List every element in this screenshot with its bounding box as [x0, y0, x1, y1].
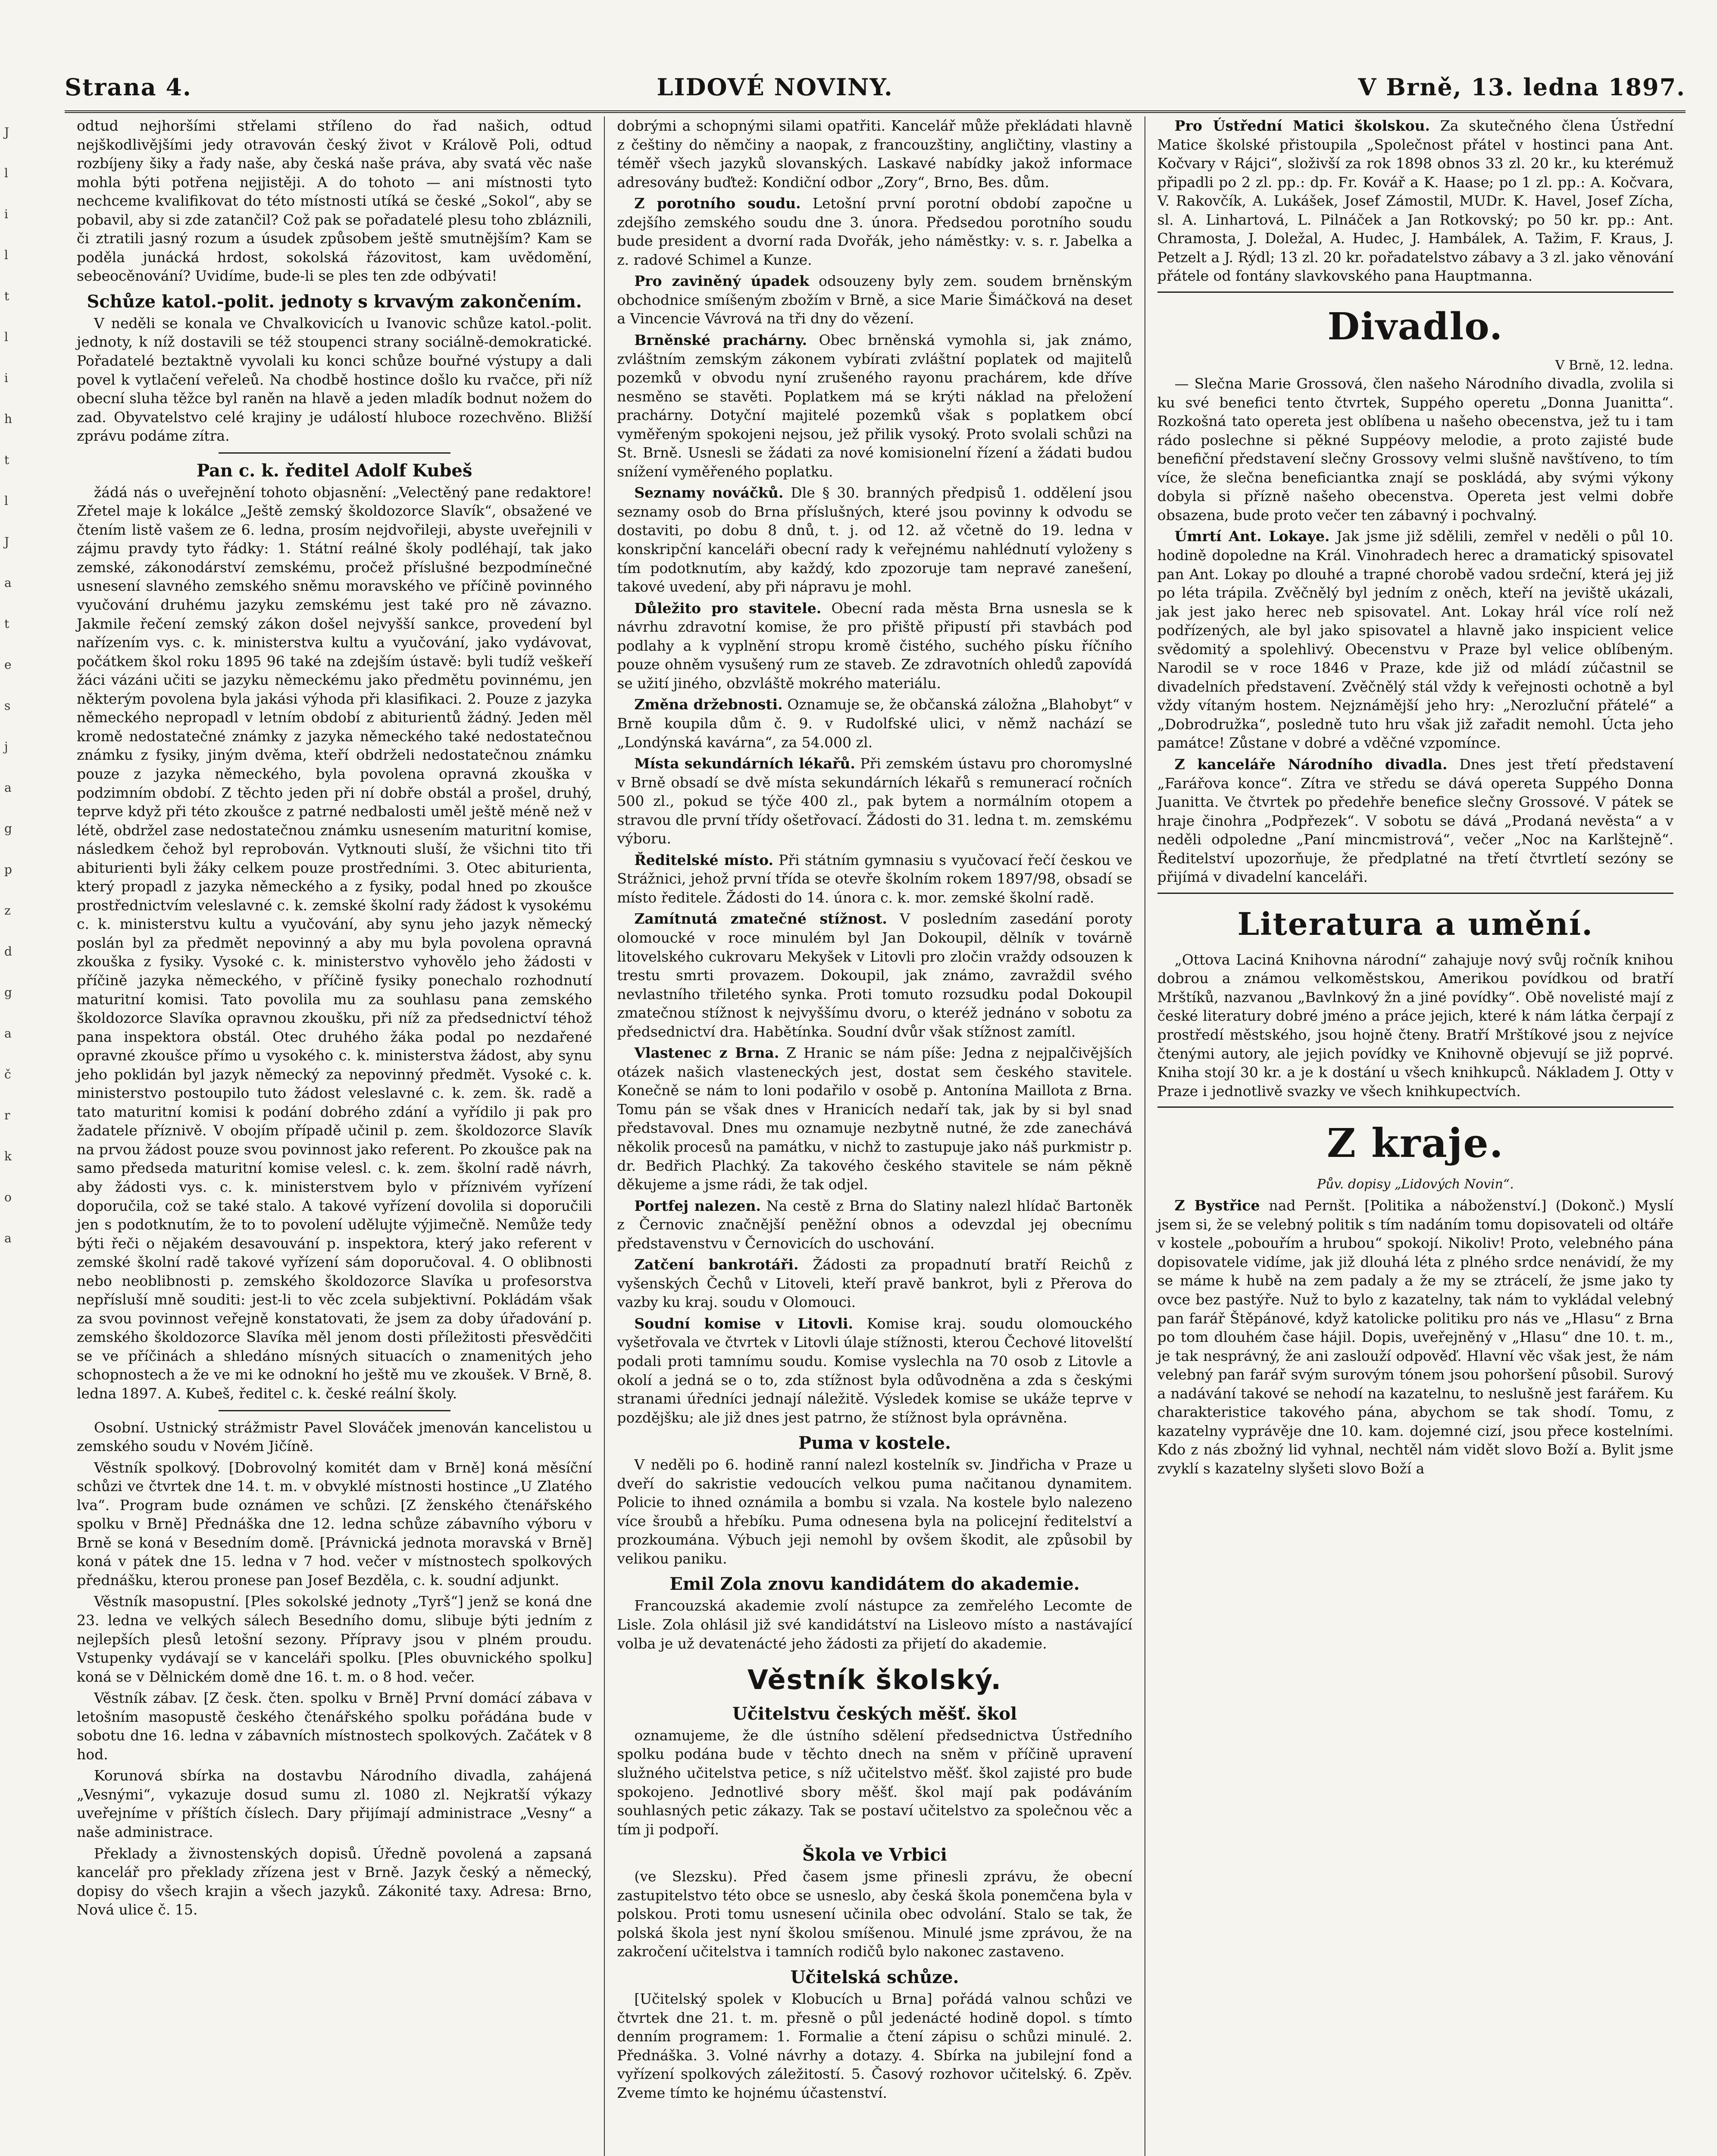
article-continuation-2: dobrými a schopnými silami opatřiti. Kancelář může překládati hlavně z češtiny do němčiny a naopak, z francouzštiny, angličtiny, vlastiny a téměř všech jazyků slovanských. Laskavé nabídky jakož informace adresovány buďtež: Kondiční odbor „Zory“, Brno, Bes. dům.	[617, 117, 1132, 191]
news-bankrot	[617, 1255, 1132, 1312]
margin-mark: a	[4, 576, 12, 590]
article-title-schuze-ucitelska: Učitelská schůze.	[790, 1967, 959, 1987]
newspaper-page	[65, 73, 1686, 2156]
divider	[1157, 291, 1673, 293]
article-title-kubes: Pan c. k. ředitel Adolf Kubeš	[196, 460, 472, 481]
news-stavitel	[617, 599, 1132, 693]
news-title: Brněnské prachárny.	[634, 332, 807, 349]
news-body: Při zemském ústavu pro choromyslné v Brně obsadí se dvě místa sekundárních lékařů s remunerací ročních 500 zl., pokud se týče 400 zl., pak bytem a normálním otopem a stravou dle první třídy ošetřovací. Žádosti do 31. ledna t. m. zemskému výboru.	[617, 755, 1132, 847]
article-body-ucitelstvo: oznamujeme, že dle ústního sdělení předsednictva Ústředního spolku podána bude v těchto dnech na sněm v příčině upravení služného učitelstva petice, s níž učitelstvo měšť. škol zajisté pro bude spokojeno. Jednotlivé sbory měšť. škol mají pak podáváním souhlasných petic zákazy. Tak se postaví učitelstvo za společnou věc a tím ji podpoří.	[617, 1727, 1132, 1838]
article-body-grossova: — Slečna Marie Grossová, člen našeho Národního divadla, zvolila si ku své benefici tento čtvrtek, Suppého operetu „Donna Juanitta“. Rozkošná tato opereta jest oblíbena u našeho obecenstva, jež tu i tam rádo poslechne si pěkné Suppéovy melodie, a proto zajisté bude benefiční představení slečny Grossovy velmi slušně navštíveno, to tím více, že slečna beneficiantka znají se poskládá, aby svými výkony dobyla si přízně našeho obecenstva. Opereta jest velmi dobře obsazena, bude proto večer ten zábavný i pochvalný.	[1157, 375, 1673, 523]
divider	[1157, 1106, 1673, 1108]
news-body: Na cestě z Brna do Slatiny nalezl hlídač Bartoněk z Černovic značnější peněžní obnos a odevzdal jej obecnímu představenstvu v Černovicích do uschování.	[617, 1197, 1132, 1252]
news-title-matice: Pro Ústřední Matici školskou.	[1174, 117, 1430, 134]
news-title: Zamítnutá zmatečné stížnost.	[634, 910, 887, 928]
news-body-lokay: Jak jsme již sdělili, zemřel v neděli o půl 10. hodině dopoledne na Král. Vinohradech herec a dramatický spisovatel pan Ant. Lokay po dlouhé a trapné chorobě vadou srdeční, která jej již po léta trápila. Zvěčnělý byl jedním z oněch, kteří na jeviště ukázali, jak jest jako herec neb spisovatel. Ant. Lokay hrál více rolí než podřízených, ale byl jako spisovatel a hlavně jako inspicient velice svědomitý a spolehlivý. Obecenstvu v Praze byl velice oblíbeným. Narodil se v roce 1846 v Praze, kde již od mládí zúčastnil se divadelních představení. Zvěčnělý stál vždy k veřejnosti ochotně a byl vždy vítaným hostem. Nejznámější jeho hry: „Nerozluční přátelé“ a „Dobrodružka“, posledně tuto hru však již zařadit nemohl. Úcta jeho památce! Zůstane v dobré a vděčné vzpomínce.	[1157, 528, 1673, 752]
article-body-schuze-ucitelska: [Učitelský spolek v Klobucích u Brna] pořádá valnou schůzi ve čtvrtek dne 21. t. m. přesně o půl jedenácté hodině dopol. s tímto denním programem: 1. Formalie a čtení zápisu o schůzi minulé. 2. Přednáška. 3. Volné návrhy a dotazy. 4. Sbírka na jubilejní fond a vyřízení spolkových záležitostí. 5. Časový rozhovor učitelský. 6. Zpěv. Zveme tímto ke hojnému účastenství.	[617, 1990, 1132, 2101]
column-1	[65, 116, 605, 2156]
margin-mark: l	[4, 166, 8, 180]
news-title: Pro zaviněný úpadek	[634, 273, 810, 290]
margin-mark: l	[4, 330, 8, 344]
margin-mark: č	[4, 1067, 11, 1081]
article-title-puma: Puma v kostele.	[798, 1433, 951, 1454]
news-body: Letošní první porotní období započne u zdejšího zemského soudu dne 3. února. Předsedou porotního soudu bude president a dvorní rada Dvořák, jeho náměstky: v. s. r. Jabelka a z. radové Schimel a Kunze.	[617, 195, 1132, 268]
news-body: Obecní rada města Brna usnesla se k návrhu zdravotní komise, že pro přiště připustí při stavbách pod podlahy a k vyplnění stropu kromě čistého, suchého písku říčního pouze ohněm vysušený rum ze staveb. Ze zdravotních ohledů zapovídá se užití jiného, obzvláště mokrého materiálu.	[617, 599, 1132, 692]
news-body-kancelar: Dnes jest třetí představení „Farářova konce“. Zítra ve středu se dává opereta Suppého Donna Juanitta. Ve čtvrtek po předehře benefice slečny Grossové. V pátek se hraje činohra „Podpřezek“. V sobotu se dává „Prodaná nevěsta“ a v neděli odpoledne „Paní mincmistrová“, večer „Noc na Karlštejně“. Ředitelství upozorňuje, že předplatné na třetí čtvrtletí sezóny se přijímá v divadelní kanceláři.	[1157, 755, 1673, 886]
news-title: Seznamy nováčků.	[634, 484, 784, 501]
margin-mark: i	[4, 371, 8, 385]
news-body: Žádosti za propadnutí bratří Reichů z vyšenských Čechů v Litoveli, kteří pravě bankrot, byli z Přerova do vazby ku kraj. soudu v Olomouci.	[617, 1256, 1132, 1311]
margin-mark: l	[4, 494, 8, 508]
issue-date: V Brně, 13. ledna 1897.	[1358, 73, 1686, 101]
section-heading-kraj: Z kraje.	[1326, 1120, 1504, 1167]
margin-annotations	[4, 125, 22, 1807]
news-upadek	[617, 272, 1132, 328]
article-body-literatura: „Ottova Laciná Knihovna národní“ zahajuje nový svůj ročník knihou dobrou a známou velkoměstskou, Amerikou povídkou od bratří Mrštíků, nazvanou „Bavlnkový žn a jiné povídky“. Obě novelisté mají z české literatury dobré jméno a práce jejich, které k nám látka čerpají z prostředí městského, jsou hojně čteny. Bratří Mrštíkové jsou z nejvíce čtenými autory, ale jejich povídky ve Knihovně objevují se již poprvé. Kniha stojí 30 kr. a je k dostání u všech knihkupců. Nákladem J. Otty v Praze i jednotlivě svazky ve všech knihkupectvích.	[1157, 951, 1673, 1100]
news-lekari	[617, 754, 1132, 848]
divider	[1157, 893, 1673, 894]
news-title-kancelar: Z kanceláře Národního divadla.	[1174, 755, 1448, 773]
news-title-bystrice: Z Bystřice	[1174, 1197, 1260, 1214]
news-title: Místa sekundárních lékařů.	[634, 755, 855, 772]
margin-mark: k	[4, 1149, 12, 1163]
margin-mark: i	[4, 207, 8, 221]
section-heading-literatura: Literatura a umění.	[1237, 905, 1594, 942]
margin-mark: a	[4, 780, 12, 795]
news-prachárny	[617, 331, 1132, 481]
news-body: V posledním zasedání poroty olomoucké v roce minulém byl Jan Dokoupil, dělník v továrně litovelského cukrovaru Mekyšek v Litovli pro zločin vraždy odsouzen k trestu smrti provazem. Dokoupil, jak známo, zavraždil svého nevlastního třiletého synka. Proti tomuto rozsudku podal Dokoupil zmatečnou stížnost k nejvyššímu dvoru, o kteréž jednáno v sobotu za předsednictví dra. Habětínka. Soudní dvůr však stížnost zamítl.	[617, 910, 1132, 1040]
margin-mark: J	[4, 125, 9, 139]
section-heading-divadlo: Divadlo.	[1327, 304, 1504, 348]
news-title: Důležito pro stavitele.	[634, 599, 822, 617]
article-body-schuze: V neděli se konala ve Chvalkovicích u Ivanovic schůze katol.-polit. jednoty, k níž dostavili se též stoupenci strany sociálně-demokratické. Pořadatelé beztaktně vyvolali ku konci schůze bouřné výstupy a dali povel k vytlačení veřeleů. Na chodbě hostince došlo ku rvačce, při níž obecní sluha těžce byl raněn na hlavě a jeden mladík bodnut nožem do zad. Obyvatelstvo celé krajiny je událostí hluboce rozechvěno. Bližší zprávu podáme zítra.	[77, 314, 592, 445]
news-preklady: Překlady a živnostenských dopisů. Úředně povolená a zapsaná kancelář pro překlady zřízena jest v Brně. Jazyk český a německý, dopisy do všech krajin a všech jazyků. Zákonité taxy. Adresa: Brno, Nová ulice č. 15.	[77, 1845, 592, 1918]
news-osobni: Osobní. Ustnický strážmistr Pavel Slováček jmenován kancelistou u zemského soudu v Novém Jičíně.	[77, 1419, 592, 1455]
article-continuation: odtud nejhoršími střelami stříleno do řad našich, odtud nejškodlivějšími jedy otravován český život v Králově Poli, odtud rozbíjeny šiky a řady naše, aby česká naše práva, aby svatá věc naše mohla býti potřena nejjistěji. A do tohoto — ani místnosti tyto nechceme kvalifikovat do této místnosti utíká se české „Sokol“, aby se pobavil, aby si zde zatančil? Což pak se pořadatelé plesu toho zbláznili, či ztratili jasný rozum a úsudek způsobem ještě smutnějším? Kam se poděla junácká hrdost, sokolská řázovitost, kam uvědomění, sebeocěnování? Uvidíme, bude-li se ples ten zde odbývati!	[77, 117, 592, 285]
news-vestnik-zabav: Věstník zábav. [Z česk. čten. spolku v Brně] První domácí zábava v letošním masopustě českého čtenářského spolku pořádána bude v sobotu dne 16. ledna v zábavních místnostech spolkových. Začátek v 8 hod.	[77, 1689, 592, 1763]
article-title-schuze: Schůze katol.-polit. jednoty s krvavým zakončením.	[87, 291, 582, 312]
margin-mark: h	[4, 412, 13, 426]
news-porotni	[617, 194, 1132, 269]
news-seznamy	[617, 483, 1132, 596]
margin-mark: a	[4, 1231, 12, 1245]
margin-mark: t	[4, 617, 9, 631]
margin-mark: J	[4, 535, 9, 549]
margin-mark: t	[4, 289, 9, 303]
news-title: Změna držebnosti.	[634, 696, 783, 713]
news-title: Vlastenec z Brna.	[634, 1044, 779, 1062]
margin-mark: a	[4, 1026, 12, 1040]
article-title-ucitelstvo: Učitelstvu českých měšť. škol	[732, 1703, 1017, 1724]
news-title: Zatčení bankrotáři.	[634, 1256, 799, 1273]
news-title: Soudní komise v Litovli.	[634, 1315, 854, 1332]
margin-mark: l	[4, 248, 8, 262]
news-body: Komise kraj. soudu olomouckého vyšetřovala ve čtvrtek v Litovli úlaje stížnosti, kterou Čechové litovelští podali proti tamnímu soudu. Komise vyslechla na 70 osob z Litovle a okolí a jedná se o to, zda stížnost byla odůvodněna a zda s českými stranami úředníci jednají náležitě. Výsledek komise se ukáže teprve v pozdějšku; ale již dnes jest patrno, že stížnost byla oprávněna.	[617, 1315, 1132, 1426]
news-body: Dle § 30. branných předpisů 1. oddělení jsou seznamy osob do Brna příslušných, které jsou povinny k odvodu se dostaviti, po dobu 8 dnů, t. j. od 12. až včetně do 19. ledna v konskripční kanceláři obecní rady k veřejnému nahlédnutí vyloženy s tím podotknutím, aby každý, kdo zpozoruje tam nepravé zanešení, takové uvedení, aby při nápravu je mohl.	[617, 484, 1132, 595]
column-3	[1145, 116, 1686, 2156]
margin-mark: s	[4, 699, 11, 713]
section-byline: Pův. dopisy „Lidových Novin“.	[1317, 1176, 1514, 1192]
news-body-matice: Za skutečného člena Ústřední Matice školské přistoupila „Společnost přátel v hostinci pana Ant. Kočvary v Rájci“, složivší za rok 1898 obnos 33 zl. 20 kr., ku kterémuž připadli po 2 zl. pp.: dp. Fr. Kovář a K. Haase; po 1 zl. pp.: A. Kočvara, V. Rakovčík, A. Lukášek, Josef Zámostil, MUDr. K. Havel, Josef Zícha, sl. A. Linhartová, L. Pilnáček a Jan Rotkovský; po 50 kr. pp.: Ant. Chramosta, J. Doležal, A. Hudec, J. Hambálek, A. Tažim, F. Kraus, J. Petzelt a J. Rýdl; 13 zl. 20 kr. pořadatelstvo zábavy a 3 zl. jako věnování přátele od fontány slavkovského pana Hauptmanna.	[1157, 117, 1674, 285]
news-title: Portfej nalezen.	[634, 1197, 761, 1214]
news-title: Z porotního soudu.	[634, 195, 801, 212]
article-body-zola: Francouzská akademie zvolí nástupce za zemřelého Lecomte de Lisle. Zola ohlásil již své kandidátství na Lisleovo místo a nastávající volba je už devatenácté jeho žádosti za přijetí do akademie.	[617, 1597, 1132, 1652]
news-body: Obec brněnská vymohla si, jak známo, zvláštním zemským zákonem vybírati zvláštní poplatek od majitelů pozemků v obvodu nyní zrušeného rayonu prachárem, kde dříve nesměno se stavěti. Poplatkem má se krýti náklad na přeložení prachárny. Dotyční majitelé pozemků však s poplatkem obcí vyměřeným spokojeni nejsou, jež přilik vysoký. Proto svolali schůzi na St. Brně. Usnesli se žádati za nové komisionelní řízení a žádati budou snížení vyměřeného poplatku.	[617, 332, 1132, 480]
news-vestnik-spolkovy: Věstník spolkový. [Dobrovolný komitét dam v Brně] koná měsíční schůzi ve čtvrtek dne 14. t. m. v obvyklé místnosti hostince „U Zlatého lva“. Program bude oznámen ve schůzi. [Z ženského čtenářského spolku v Brně] Přednáška dne 12. ledna schůze zábavního výboru v Brně se koná v Besedním domě. [Právnická jednota moravská v Brně] koná v pátek dne 15. ledna v 7 hod. večer v místnostech spolkových přednášku, kterou pronese pan Josef Bezděla, c. k. soudní adjunkt.	[77, 1459, 592, 1589]
margin-mark: d	[4, 944, 12, 959]
article-body-puma: V neděli po 6. hodině ranní nalezl kostelník sv. Jindřicha v Praze u dveří do sakristie vedoucích velkou puma načitanou dynamitem. Policie to ihned oznámila a bombu si vzala. Na kostele bylo nalezeno více šroubů a hřebíku. Puma odnesena byla na policejní ředitelství a prozkoumána. Výbuch jeji nemohl by ovšem škodit, ale způsobil by velikou paniku.	[617, 1456, 1132, 1567]
news-reditel	[617, 851, 1132, 907]
page-number: Strana 4.	[65, 73, 192, 101]
columns	[65, 116, 1686, 2156]
news-body-bystrice: nad Pernšt. [Politika a náboženství.] (Dokonč.) Myslí jsem si, že se velebný politik s tím nadáním tomu dopisovateli od oltáře v kostele „pobouřím a hrubou“ spokojí. Nikoliv! Proto, velebného pána dopisovatele vidíme, jak již dlouhá léta z plného srdce nenávidí, že my se máme k hubě na zem padaly a že my se ztrácelí, že jsme jako ty ovce bez pastýře. Nuž to bylo z kazatelny, tak nám to vykládal velebný pan farář Štěpánové, když katolicke politiku pro nás ve „Hlasu“ z Brna po tom dlouhém čase hájil. Dopis, uveřejněný v „Hlasu“ dne 10. t. m., je tak nesprávný, že ani zaslouží odpověď. Hlavní věc však jest, že nám velebný pan farář svým surovým tónem jsou pohoršení působil. Surový a nadávání takové se nehodí na kazatelnu, to neslušně jest farářem. Ku charakteristice takového pána, abychom se tak shodí. Tomu, z kazatelny vyprávěje dne 10. kam. dojemné cizí, jsou přece kostelními. Kdo z nás zbožný lid vyhnal, nechtěl nám vidět slovo Boží a. Bylit jsme zvyklí s kazatelny slyšeti slovo Boží a	[1157, 1197, 1673, 1477]
news-stiznost	[617, 909, 1132, 1041]
news-korunova-sbirka: Korunová sbírka na dostavbu Národního divadla, zahájená „Vesnými“, vykazuje dosud sumu zl. 1080 zl. Nejkratší výkazy uveřejníme v příštích číslech. Dary přijímají administrace „Vesny“ a naše administrace.	[77, 1767, 592, 1841]
news-body: odsouzeny byly zem. soudem brněnským obchodnice smíšeným zbožím v Brně, a sice Marie Šimáčková na deset a Vincencie Vávrová na tři dny do vězení.	[617, 273, 1132, 327]
margin-mark: g	[4, 821, 12, 836]
divider	[219, 452, 450, 454]
news-title: Ředitelské místo.	[634, 851, 773, 868]
article-body-kubes: žádá nás o uveřejnění tohoto objasnění: „Velectěný pane redaktore! Zřetel maje k lokálce „Ještě zemský školdozorce Slavík“, obsažené ve čtením listě vašem ze 6. ledna, prosím nejdvořileji, abyste uveřejnili v zájmu pravdy tyto řádky: 1. Státní reálné školy podléhají, tak jako zemské, zákonodárství zemskému, pročež příslušné bezpodmínečné usnesení slavného zemského sněmu moravského ve příčině povinného vyučování druhému jazyku zemskému jest také pro ně závazno. Jakmile řečení zemský zákon došel nejvyšší sankce, provedení byl nařízením vys. c. k. ministerstva kultu a vyučování, jako vydávovat, počátkem škol roku 1895 96 také na zdejším ústavě: byli tudíž veškeří žáci vázáni učiti se jazyku německému jako předmětu povinnému, jen některým povolena byla jakási výhoda při klasifikaci. 2. Pouze z jazyka německého nepropadl v letním období z abiturientů žádný. Jeden měl kromě nedostatečné známky z jazyka německého také nedostatečnou známku z fysiky, jiným dvěma, kteří obdrželi nedostatečnou známku pouze z jazyka německého, byla povolena opravná zkouška v podzimním období. Z těchto jeden při ní dobře obstál a prošel, druhý, teprve když při této zkoušce z patrné nedbalosti uměl ještě méně než v létě, obdržel zase nedostatečnou známku usnesením maturitní komise, následkem čehož byl reprobován. Vytknouti sluší, že všichni tito tři abiturienti byli žáky celkem pouze prostředními. 3. Otec abiturienta, který propadl z jazyka německého a z fysiky, podal hned po zkoušce prostřednictvím veleslavné c. k. zemské školní rady žádost k vysokému c. k. ministerstvu kultu a vyučování, aby synu jeho jazyk německý poslán byl za předmět nepovinný a aby mu byla povolena opravná zkouška z fysiky. Vysoké c. k. ministerstvo vyhovělo jeho žádosti v příčině jazyka německého, v příčině fysiky ponechalo rozhodnutí maturitní komisi. Tato povolila mu za souhlasu pana zemského školdozorce Slavíka opravnou zkoušku, při níž za předsednictví téhož pana inspektora obstál. Otec druhého žáka podal po nezdařené opravné zkoušce přímo u vysokého c. k. ministerstva žádost, aby synu jeho poklidán byl jazyk německý za nepovinný předmět. Vysoké c. k. ministerstvo postoupilo tuto žádost veleslavné c. k. zem. šk. radě a tato maturitní komisi k podání dobrého zdání a vyřídilo ji pak pro žadatele příznivě. V obojím případě učinil p. zem. školdozorce Slavík na prvou žádost pouze svou povinnost jako referent. Po zkoušce pak na samo předseda maturitní komise velesl. c. k. zem. školní radě návrh, aby žádosti vys. c. k. ministerstvem bylo v příznivém vyřízení doporučila, což se také stalo. A takové vyřízení dovolila si doporučili jen s podotknutím, že to to povolení udělujte výjimečně. Nemůže tedy býti řeči o nějakém desavouvání p. inspektora, který jako referent v zemské školní radě takové vyřízení sám doporučoval. 4. O oblibnosti nebo neoblibnosti p. zemského školdozorce Slavíka u profesorstva nepřísluší mně souditi: jest-li to věc zcela subjektivní. Pokládám však za svou povinnost veřejně konstatovati, že jsem za doby úřadování p. zemského školdozorce Slavíka měl jenom dosti příležitosti přesvědčiti se ve příčinách a shledáno mísných situacích o znamenitých jeho schopnostech a že ve mi ke odnokní ho ještě mu ve zkoušek. V Brně, 8. ledna 1897. A. Kubeš, ředitel c. k. české reální školy.	[77, 483, 592, 1402]
news-title-lokay: Úmrtí Ant. Lokaye.	[1174, 528, 1330, 545]
margin-mark: t	[4, 453, 9, 467]
news-vestnik-masopustni: Věstník masopustní. [Ples sokolské jednoty „Tyrš“] jenž se koná dne 23. ledna ve velkých sálech Besedního domu, slibuje býti jedním z nejlepších plesů letošní sezony. Přípravy jsou v plném proudu. Vstupenky vydávají se v kanceláři spolku. [Ples obuvnického spolku] koná se v Dělnickém domě dne 16. t. m. o 8 hod. večer.	[77, 1593, 592, 1685]
news-body: Oznamuje se, že občanská záložna „Blahobyt“ v Brně koupila dům č. 9. v Rudolfské ulici, v němž nachází se „Londýnská kavárna“, za 54.000 zl.	[617, 696, 1132, 751]
news-body: Při státním gymnasiu s vyučovací řečí českou ve Strážnici, jehož první třída se otevře školním rokem 1897/98, obsadí se místo ředitele. Žádosti do 14. února c. k. mor. zemské školní radě.	[617, 851, 1132, 906]
margin-mark: p	[4, 862, 12, 877]
news-vlastenec	[617, 1044, 1132, 1194]
article-title-vrbice: Škola ve Vrbici	[802, 1845, 947, 1865]
newspaper-title: LIDOVÉ NOVINY.	[657, 73, 893, 101]
margin-mark: g	[4, 985, 12, 1000]
divider	[219, 1410, 450, 1411]
news-portfej	[617, 1197, 1132, 1253]
article-body-vrbice: (ve Slezsku). Před časem jsme přinesli zprávu, že obecní zastupitelstvo této obce se usneslo, aby česká škola ponemčena byla v polskou. Proti tomu usnesení učinila obec odvolání. Stalo se tak, že polská škola jest nyní školou smíšenou. Minulé jsme zprávou, že na zakročení učitelstva i tamních rodičů bylo nakonec zastaveno.	[617, 1868, 1132, 1960]
masthead	[65, 73, 1686, 113]
column-2	[605, 116, 1145, 2156]
margin-mark: z	[4, 903, 11, 918]
margin-mark: j	[4, 740, 8, 754]
news-komise	[617, 1314, 1132, 1427]
margin-mark: o	[4, 1190, 12, 1204]
article-title-zola: Emil Zola znovu kandidátem do akademie.	[669, 1574, 1080, 1595]
margin-mark: r	[4, 1108, 10, 1122]
margin-mark: e	[4, 658, 12, 672]
section-heading-vestnik: Věstník školský.	[747, 1664, 1002, 1696]
news-body: Z Hranic se nám píše: Jedna z nejpalčivějších otázek našich vlasteneckých jest, dostat sem českého stavitele. Konečně se nám to loni podařilo v osobě p. Antonína Maillota z Brna. Tomu pán se však dnes v Hranicích nedaří tak, jak by si byl snad představoval. Dnes mu oznamuje nezbytně nutné, že zde zanechává několik procesů na památku, v nichž to zastupuje jako náš purkmistr p. dr. Bedřich Plachký. Za takového českého stavitele se nám pěkně děkujeme a jsme rádi, že tak odjel.	[617, 1044, 1132, 1193]
news-drzebnost	[617, 695, 1132, 752]
dateline: V Brně, 12. ledna.	[1555, 358, 1673, 373]
